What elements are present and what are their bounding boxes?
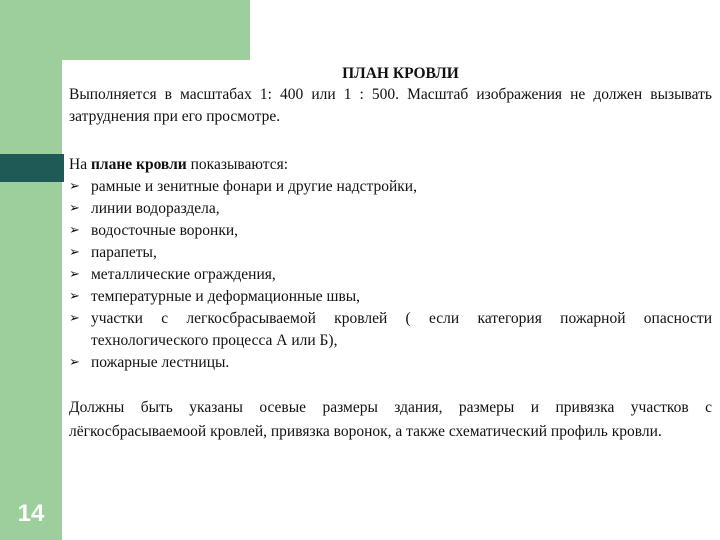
- list-item-text: пожарные лестницы.: [91, 354, 230, 371]
- list-item-text: линии водораздела,: [91, 200, 220, 217]
- list-lead: [69, 154, 712, 176]
- slide-content: [69, 64, 712, 444]
- arrow-bullet-icon: ➢: [69, 223, 80, 238]
- list-item: [69, 308, 712, 352]
- arrow-bullet-icon: ➢: [69, 245, 80, 260]
- list-item-text: металлические ограждения,: [91, 266, 276, 283]
- accent-bar: [0, 154, 64, 182]
- bullet-list: [69, 176, 712, 374]
- list-item-text: парапеты,: [91, 244, 157, 261]
- list-lead-bold: плане кровли: [90, 156, 187, 173]
- list-lead-post: показываются:: [186, 156, 289, 173]
- list-item: [69, 176, 712, 198]
- arrow-bullet-icon: ➢: [69, 355, 80, 370]
- list-item: [69, 198, 712, 220]
- intro-paragraph: Выполняется в масштабах 1: 400 или 1 : 500. Масштаб изображения не должен вызывать затруднения при его просмотре.: [69, 86, 712, 125]
- list-item: [69, 286, 712, 308]
- list-lead-pre: На: [69, 156, 91, 173]
- slide-title: ПЛАН КРОВЛИ: [342, 65, 459, 82]
- list-item-text: водосточные воронки,: [91, 222, 239, 239]
- arrow-bullet-icon: ➢: [69, 201, 80, 216]
- page-number: 14: [17, 500, 45, 527]
- list-item: [69, 264, 712, 286]
- arrow-bullet-icon: ➢: [69, 311, 80, 326]
- list-item-text: участки с легкосбрасываемой кровлей ( если категория пожарной опасности технологического процесса А или Б),: [91, 310, 712, 349]
- arrow-bullet-icon: ➢: [69, 289, 80, 304]
- arrow-bullet-icon: ➢: [69, 179, 80, 194]
- list-item: [69, 352, 712, 374]
- arrow-bullet-icon: ➢: [69, 267, 80, 282]
- list-item-text: температурные и деформационные швы,: [91, 288, 361, 305]
- left-sidebar: [0, 0, 62, 540]
- top-color-band: [62, 0, 250, 60]
- list-item: [69, 220, 712, 242]
- list-item-text: рамные и зенитные фонари и другие надстройки,: [91, 178, 417, 195]
- list-item: [69, 242, 712, 264]
- closing-paragraph: Должны быть указаны осевые размеры здания, размеры и привязка участков с лёгкосбрасываемоой кровлей, привязка воронок, а также схематический профиль кровли.: [69, 399, 712, 440]
